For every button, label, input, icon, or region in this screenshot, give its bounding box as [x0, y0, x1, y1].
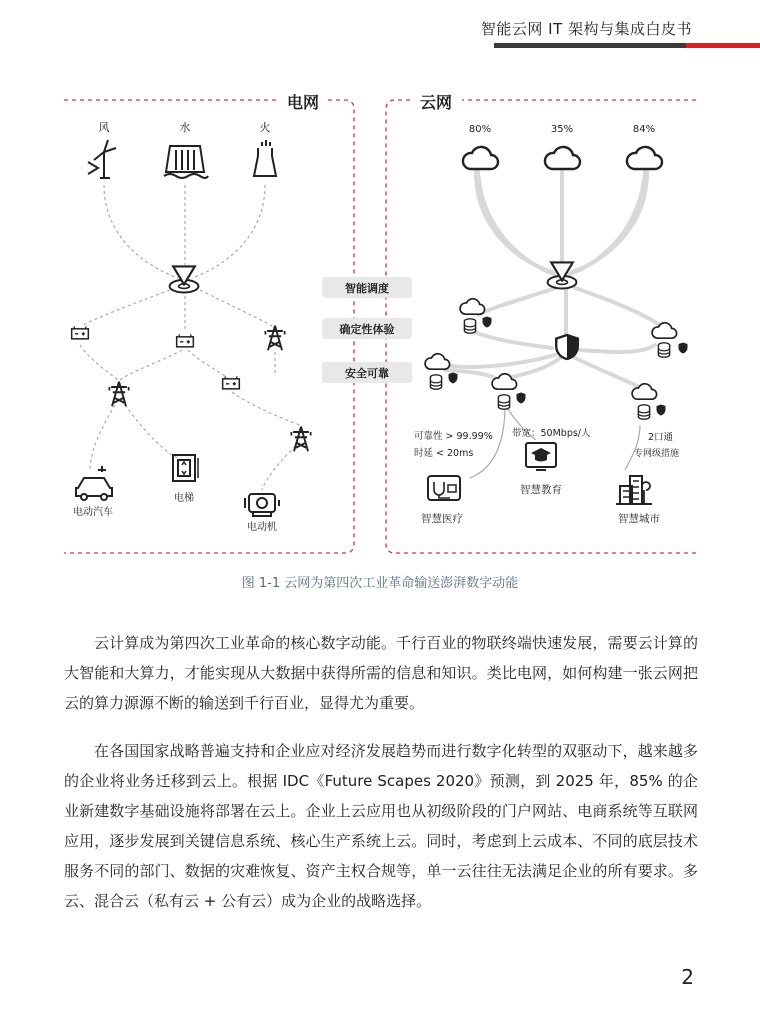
metric-redundancy: 2口通: [648, 432, 674, 443]
consumer-city-label: 智慧城市: [618, 513, 660, 525]
figure-caption: 图 1-1 云网为第四次工业革命输送澎湃数字动能: [241, 576, 519, 591]
cloud-percent-3: 84%: [632, 124, 656, 135]
left-title: 电网: [286, 93, 320, 112]
shield-mini-icon: [483, 317, 492, 328]
edge-node: [632, 384, 665, 419]
wind-turbine-icon: [88, 140, 116, 178]
shield-mini-icon: [657, 405, 666, 416]
database-icon: [658, 343, 669, 357]
cloud-icon: [463, 147, 498, 169]
city-icon: [616, 476, 652, 504]
center-label-experience: [322, 318, 412, 339]
dispatch-hub-icon: [548, 262, 577, 288]
consumer-elevator-label: 电梯: [174, 493, 194, 504]
metric-availability: 可靠性 > 99.99%: [414, 431, 493, 442]
shield-mini-icon: [517, 393, 526, 404]
running-header: 智能云网 IT 架构与集成白皮书: [480, 20, 692, 38]
right-title: 云网: [419, 93, 453, 112]
cloud-icon: [627, 147, 662, 169]
metric-bandwidth: 带宽：50Mbps/人: [512, 428, 591, 439]
power-tower-icon: [265, 326, 284, 351]
center-label-dispatch: [322, 277, 412, 298]
page-number: 2: [681, 965, 694, 989]
shield-mini-icon: [679, 343, 688, 354]
body-paragraph: 云计算成为第四次工业革命的核心数字动能。千行百业的物联终端快速发展，需要云计算的大智能和大算力，才能实现从大数据中获得所需的信息和知识。类比电网，如何构建一张云网把云的算力源源不断的输送到千行百业，显得尤为重要。: [64, 634, 698, 712]
battery-icon: [177, 334, 194, 347]
cloud-icon: [545, 147, 580, 169]
cloud-percent-1: 80%: [468, 124, 492, 135]
battery-icon: [72, 326, 89, 339]
consumer-motor-label: 电动机: [247, 522, 277, 533]
database-icon: [498, 395, 509, 409]
cloud-icon: [460, 299, 485, 314]
dispatch-hub-icon: [170, 266, 199, 292]
elevator-icon: [173, 455, 198, 481]
header-bar-red: [686, 43, 760, 48]
power-tower-icon: [291, 427, 310, 452]
battery-icon: [223, 376, 240, 389]
shield-mini-icon: [449, 373, 458, 384]
grid-vs-cloud-figure: [0, 80, 760, 565]
edge-node: [460, 299, 491, 333]
consumer-education-label: 智慧教育: [520, 484, 562, 496]
center-label-dispatch-text: 智能调度: [345, 282, 389, 295]
car-icon: [76, 466, 112, 500]
database-icon: [638, 405, 649, 419]
database-icon: [430, 375, 441, 389]
center-label-experience-text: 确定性体验: [339, 323, 395, 336]
edge-node: [492, 374, 525, 409]
motor-icon: [245, 494, 279, 516]
database-icon: [464, 319, 475, 333]
source-label-hydro: 水: [179, 121, 191, 134]
shield-icon: [556, 335, 578, 359]
metric-latency: 时延 < 20ms: [414, 448, 474, 459]
consumer-medical-label: 智慧医疗: [421, 513, 463, 525]
source-label-fire: 火: [259, 121, 271, 134]
body-paragraph: 在各国国家战略普遍支持和企业应对经济发展趋势而进行数字化转型的双驱动下，越来越多的企业将业务迁移到云上。根据 IDC《Future Scapes 2020》预测，到 2025 年，85% 的企业新建数字基础设施将部署在云上。企业上云应用也从初级阶段的门户网站、电商系统等互联网应用，逐步发展到关键信息系统、核心生产系统上云。同时，考虑到上云成本、不同的底层技术服务不同的部门、数据的灾难恢复、资产主权合规等，单一云往往无法满足企业的所有要求。多云、混合云（私有云 + 公有云）成为企业的战略选择。: [64, 742, 698, 910]
cloud-icon: [425, 354, 450, 369]
edge-node: [652, 323, 687, 357]
dam-icon: [164, 146, 208, 178]
cloud-percent-2: 35%: [550, 124, 574, 135]
power-plant-icon: [254, 140, 276, 176]
education-icon: [526, 443, 556, 470]
center-label-security: [322, 362, 412, 383]
medical-icon: [428, 476, 460, 500]
cloud-icon: [652, 323, 677, 338]
power-tower-icon: [109, 382, 128, 407]
consumer-car-label: 电动汽车: [73, 507, 113, 518]
header-bar-dark: [494, 43, 686, 48]
source-label-wind: 风: [98, 121, 110, 134]
metric-line: 专网级措施: [634, 449, 680, 459]
center-label-security-text: 安全可靠: [345, 367, 389, 380]
